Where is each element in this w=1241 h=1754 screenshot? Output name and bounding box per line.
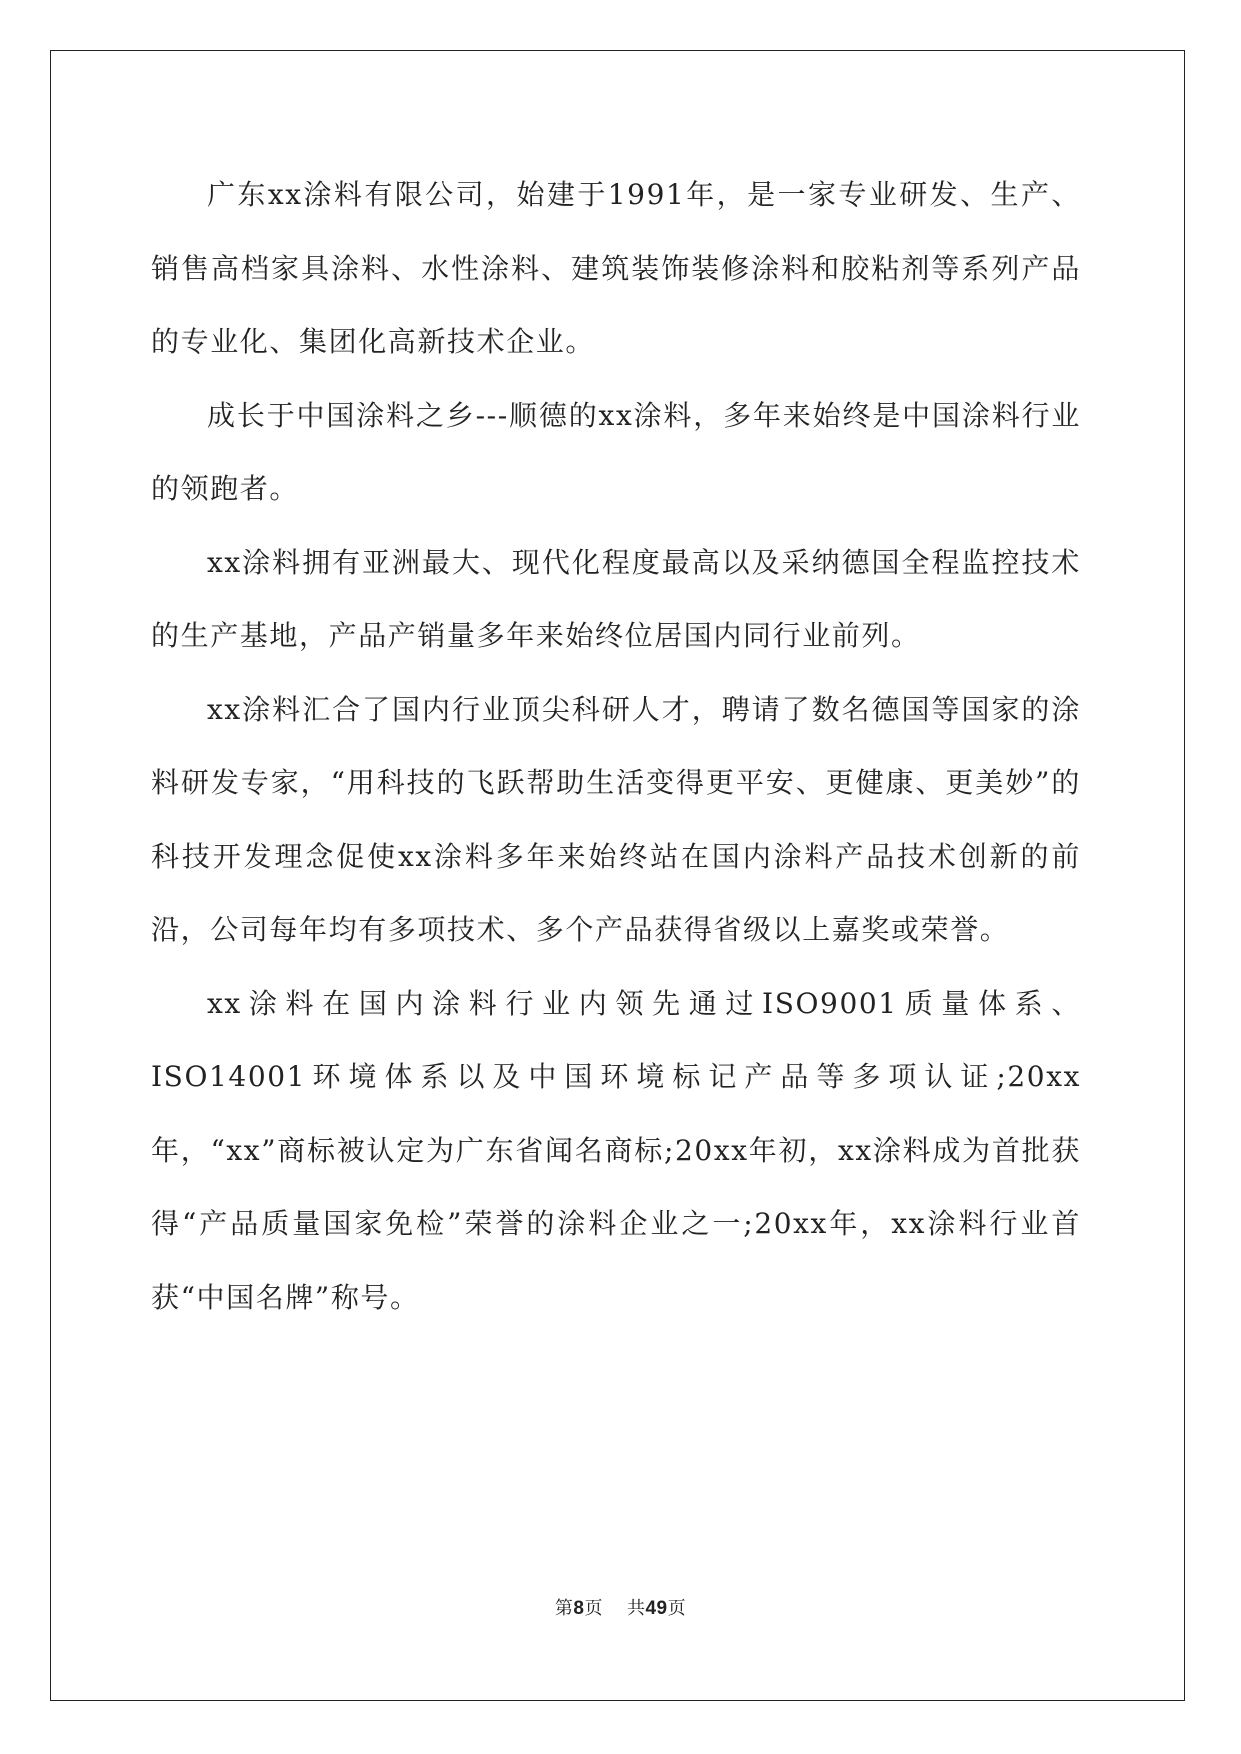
total-prefix: 共 <box>626 1598 646 1619</box>
paragraph: xx涂料拥有亚洲最大、现代化程度最高以及采纳德国全程监控技术的生产基地，产品产销量多年来始终位居国内同行业前列。 <box>151 545 1081 652</box>
page-prefix: 第 <box>554 1598 574 1619</box>
paragraph: xx涂料在国内涂料行业内领先通过ISO9001质量体系、ISO14001环境体系以及中国环境标记产品等多项认证;20xx年，“xx”商标被认定为广东省闻名商标;20xx年初，xx涂料成为首批获得“产品质量国家免检”荣誉的涂料企业之一;20xx年，xx涂料行业首获“中国名牌”称号。 <box>151 986 1081 1314</box>
paragraph: 广东xx涂料有限公司，始建于1991年，是一家专业研发、生产、销售高档家具涂料、水性涂料、建筑装饰装修涂料和胶粘剂等系列产品的专业化、集团化高新技术企业。 <box>151 178 1081 358</box>
total-suffix: 页 <box>667 1598 687 1619</box>
page-footer <box>0 1594 1241 1620</box>
current-page-number: 8 <box>573 1598 585 1619</box>
paragraph: 成长于中国涂料之乡---顺德的xx涂料，多年来始终是中国涂料行业的领跑者。 <box>151 398 1081 505</box>
document-body <box>151 158 1081 1334</box>
total-page-count: 49 <box>645 1598 668 1619</box>
paragraph: xx涂料汇合了国内行业顶尖科研人才，聘请了数名德国等国家的涂料研发专家，“用科技的飞跃帮助生活变得更平安、更健康、更美妙”的科技开发理念促使xx涂料多年来始终站在国内涂料产品技术创新的前沿，公司每年均有多项技术、多个产品获得省级以上嘉奖或荣誉。 <box>151 692 1081 946</box>
page-suffix: 页 <box>584 1598 603 1619</box>
